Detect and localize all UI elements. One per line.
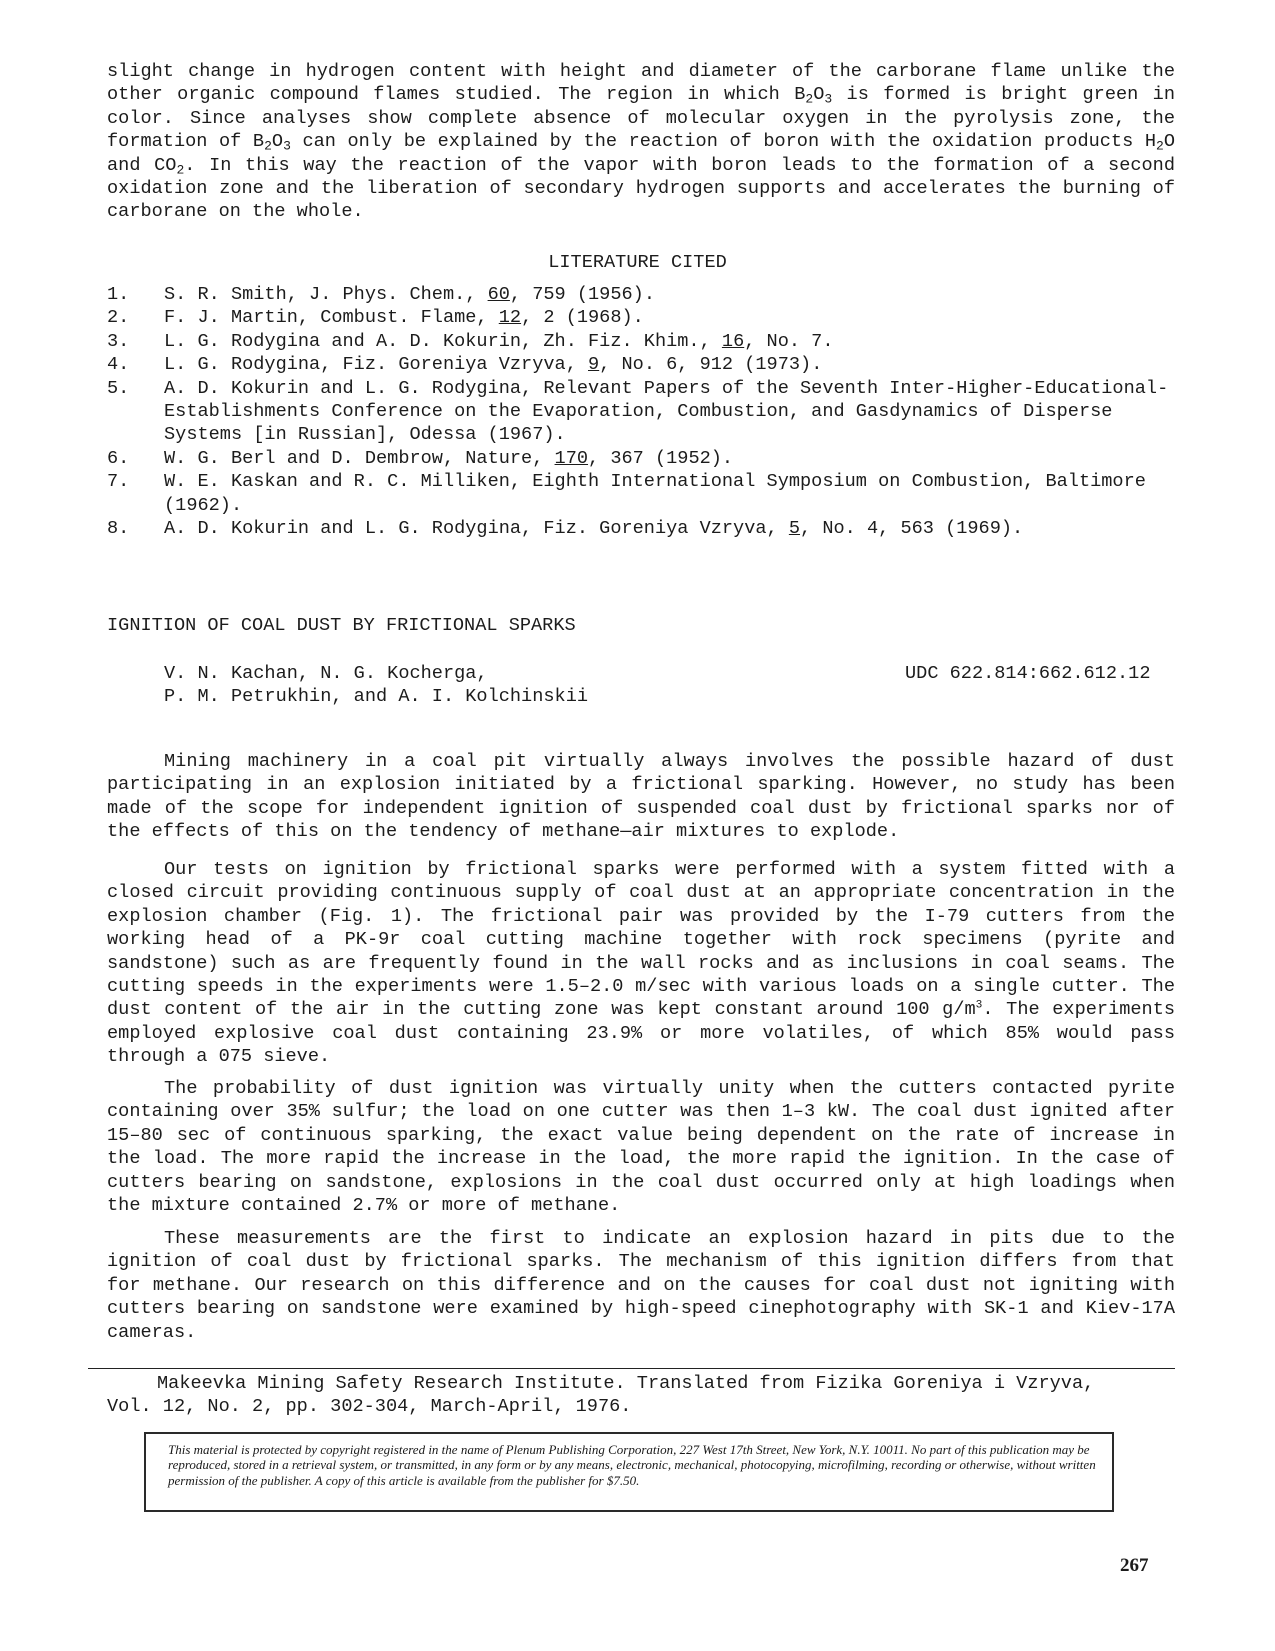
article-title: IGNITION OF COAL DUST BY FRICTIONAL SPARKS [107, 615, 576, 636]
authors-line: V. N. Kachan, N. G. Kocherga, [164, 663, 488, 684]
co2-formula: $CO_2$ [154, 154, 185, 177]
reference-item: 3. L. G. Rodygina and A. D. Kokurin, Zh. Fiz. Khim., 16, No. 7. [107, 330, 834, 352]
h2o-formula: $H_2$ [1144, 131, 1164, 154]
footnote-line: Vol. 12, No. 2, pp. 302-304, March-April, 1976. [107, 1396, 632, 1418]
intro-paragraph: slight change in hydrogen content with height and diameter of the carborane flame unlike the other organic compound flames studied. The region in which $B_2O_3$ is formed is bright green in color. Since analyses show complete absence of molecular oxygen in the pyrolysis zone, the formation of $B_2O_3$ can only be explained by the reaction of boron with the oxidation products $H_2O$ and $CO_2$. In this way the reaction of the vapor with boron leads to the formation of a second oxidation zone and the liberation of secondary hydrogen supports and accelerates the burning of carborane on the whole. [107, 61, 1175, 223]
footnote-line: Makeevka Mining Safety Research Institute. Translated from Fizika Goreniya i Vzryva, [157, 1373, 1095, 1394]
reference-item: 5. A. D. Kokurin and L. G. Rodygina, Relevant Papers of the Seventh Inter-Higher-Educational-Establishments Conference on the Evaporation, Combustion, and Gasdynamics of Disperse Systems [in Russian], Odessa (1967). [107, 377, 1169, 446]
reference-item: 4. L. G. Rodygina, Fiz. Goreniya Vzryva, 9, No. 6, 912 (1973). [107, 354, 823, 376]
reference-item: 2. F. J. Martin, Combust. Flame, 12, 2 (1968). [107, 307, 644, 329]
reference-item: 7. W. E. Kaskan and R. C. Milliken, Eighth International Symposium on Combustion, Baltimore (1962). [107, 471, 1146, 516]
authors-line: P. M. Petrukhin, and A. I. Kolchinskii [164, 686, 589, 708]
body-paragraph-2: Our tests on ignition by frictional sparks were performed with a system fitted with a closed circuit providing continuous supply of coal dust at an appropriate concentration in the explosion chamber (Fig. 1). The frictional pair was provided by the I-79 cutters from the working head of a PK-9r coal cutting machine together with rock specimens (pyrite and sandstone) such as are frequently found in the wall rocks and as inclusions in coal seams. The cutting speeds in the experiments were 1.5–2.0 m/sec with various loads on a single cutter. The dust content of the air in the cutting zone was kept constant around 100 $g/m^3$. The experiments employed explosive coal dust containing 23.9% or more volatiles, of which 85% would pass through a 075 sieve. [107, 859, 1176, 1068]
body-paragraph-3: The probability of dust ignition was virtually unity when the cutters contacted pyrite containing over 35% sulfur; the load on one cutter was then 1–3 kW. The coal dust ignited after 15–80 sec of continuous sparking, the exact value being dependent on the rate of increase in the load. The more rapid the increase in the load, the more rapid the ignition. In the case of cutters bearing on sandstone, explosions in the coal dust occurred only at high loadings when the mixture contained 2.7% or more of methane. [107, 1078, 1175, 1217]
b2o3-formula: $B_2O_3$ [252, 131, 291, 154]
reference-item: 8. A. D. Kokurin and L. G. Rodygina, Fiz. Goreniya Vzryva, 5, No. 4, 563 (1969). [107, 518, 1024, 540]
reference-list [107, 283, 1187, 540]
body-paragraph-1: Mining machinery in a coal pit virtually always involves the possible hazard of dust participating in an explosion initiated by a frictional sparking. However, no study has been made of the scope for independent ignition of suspended coal dust by frictional sparks nor of the effects of this on the tendency of methane—air mixtures to explode. [107, 751, 1175, 843]
udc-code: UDC 622.814:662.612.12 [905, 663, 1151, 684]
reference-item: 6. W. G. Berl and D. Dembrow, Nature, 170, 367 (1952). [107, 447, 734, 469]
literature-heading: LITERATURE CITED [548, 252, 727, 273]
copyright-notice: This material is protected by copyright registered in the name of Plenum Publishing Corporation, 227 West 17th Street, New York, N.Y. 10011. No part of this publication may be reproduced, stored in a retrieval system, or transmitted, in any form or by any means, electronic, mechanical, photocopying, microfilming, recording or otherwise, without written permission of the publisher. A copy of this article is available from the publisher for $7.50. [144, 1432, 1114, 1512]
b2o3-formula: $B_2O_3$ [794, 84, 833, 107]
page-number: 267 [1120, 1555, 1149, 1576]
reference-item: 1. S. R. Smith, J. Phys. Chem., 60, 759 (1956). [107, 284, 655, 305]
body-paragraph-4: These measurements are the first to indicate an explosion hazard in pits due to the ignition of coal dust by frictional sparks. The mechanism of this ignition differs from that for methane. Our research on this difference and on the causes for coal dust not igniting with cutters bearing on sandstone were examined by high-speed cinephotography with SK-1 and Kiev-17A cameras. [107, 1228, 1175, 1343]
article-authors [164, 662, 588, 709]
source-footnote [107, 1372, 1175, 1419]
footnote-divider [88, 1368, 1175, 1369]
